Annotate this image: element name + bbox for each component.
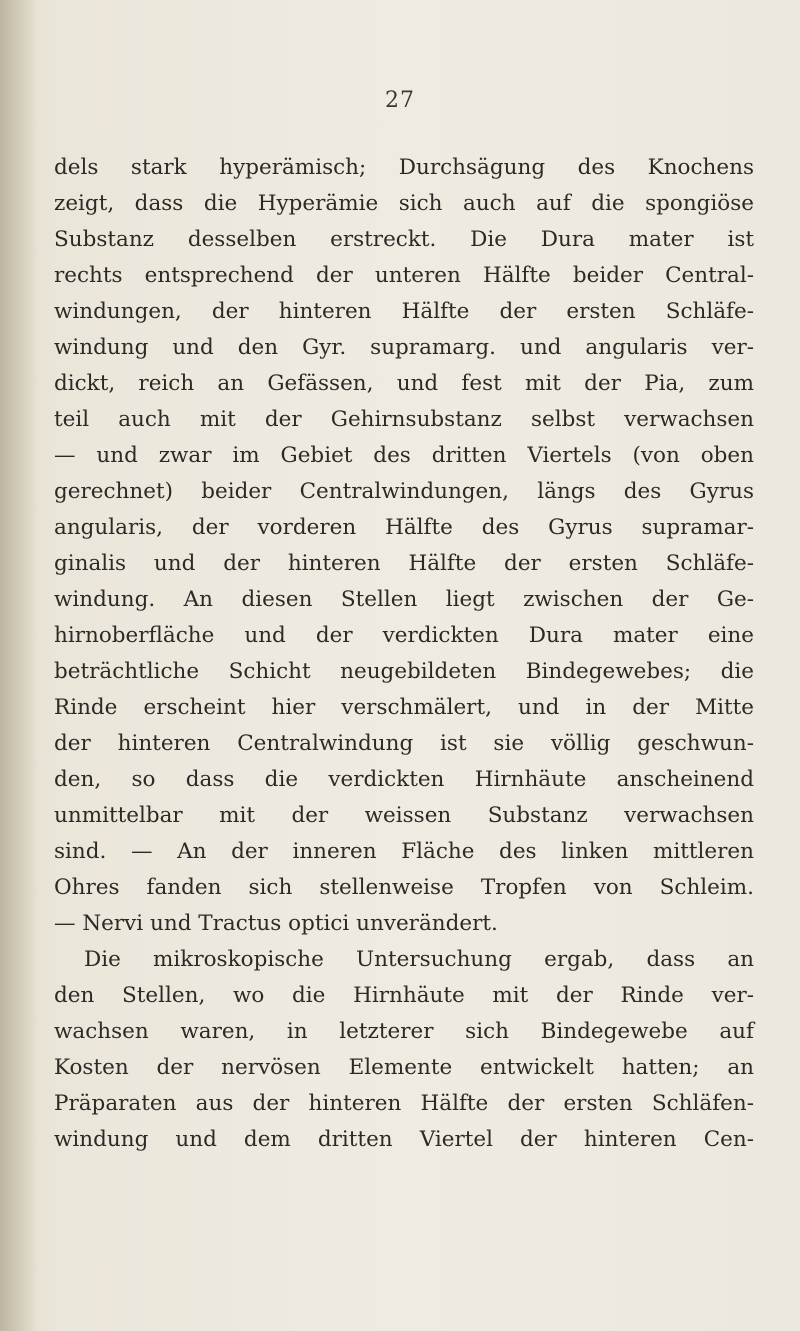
text-line: sind. — An der inneren Fläche des linken mittleren [54,839,754,864]
text-line: wachsen waren, in letzterer sich Bindegewebe auf [54,1019,754,1044]
text-line: zeigt, dass die Hyperämie sich auch auf die spongiöse [54,191,754,216]
body-text [54,150,754,1158]
text-line: der hinteren Centralwindung ist sie völlig geschwun- [54,731,754,756]
text-line: den, so dass die verdickten Hirnhäute anscheinend [54,767,754,792]
text-line: Substanz desselben erstreckt. Die Dura mater ist [54,227,754,252]
text-line: — und zwar im Gebiet des dritten Viertels (von oben [54,443,754,468]
text-line: — Nervi und Tractus optici unverändert. [54,911,498,936]
text-line: windung. An diesen Stellen liegt zwischen der Ge- [54,587,754,612]
text-line: rechts entsprechend der unteren Hälfte beider Central- [54,263,754,288]
text-line: windungen, der hinteren Hälfte der ersten Schläfe- [54,299,754,324]
text-line: Kosten der nervösen Elemente entwickelt hatten; an [54,1055,754,1080]
text-line: Rinde erscheint hier verschmälert, und in der Mitte [54,695,754,720]
text-line: dickt, reich an Gefässen, und fest mit der Pia, zum [54,371,754,396]
text-line: teil auch mit der Gehirnsubstanz selbst verwachsen [54,407,754,432]
page-number: 27 [385,88,415,113]
text-line-indented: Die mikroskopische Untersuchung ergab, dass an [84,947,754,972]
text-line: windung und den Gyr. supramarg. und angularis ver- [54,335,754,360]
text-line: ginalis und der hinteren Hälfte der ersten Schläfe- [54,551,754,576]
text-line: Präparaten aus der hinteren Hälfte der ersten Schläfen- [54,1091,754,1116]
text-line: Ohres fanden sich stellenweise Tropfen von Schleim. [54,875,754,900]
text-line: angularis, der vorderen Hälfte des Gyrus supramar- [54,515,754,540]
text-line: windung und dem dritten Viertel der hinteren Cen- [54,1127,754,1152]
text-line: beträchtliche Schicht neugebildeten Bindegewebes; die [54,659,754,684]
page-gutter-shadow [0,0,38,1331]
text-line: dels stark hyperämisch; Durchsägung des Knochens [54,155,754,180]
text-line: den Stellen, wo die Hirnhäute mit der Rinde ver- [54,983,754,1008]
text-line: gerechnet) beider Centralwindungen, längs des Gyrus [54,479,754,504]
text-line: unmittelbar mit der weissen Substanz verwachsen [54,803,754,828]
text-line: hirnoberfläche und der verdickten Dura mater eine [54,623,754,648]
